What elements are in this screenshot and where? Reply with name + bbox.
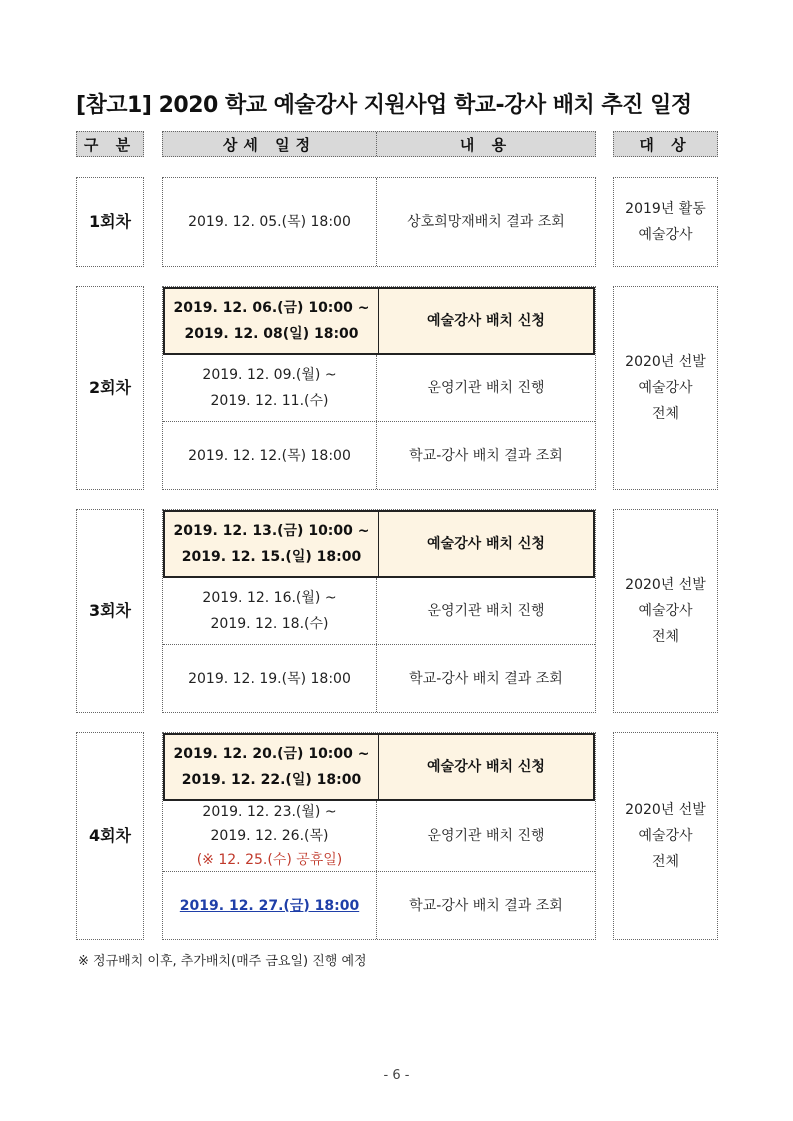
schedule-content: 학교-강사 배치 결과 조회 <box>409 670 563 687</box>
header-content: 내 용 <box>459 135 513 154</box>
round-4-label: 4회차 <box>76 732 144 940</box>
schedule-date <box>163 872 377 939</box>
schedule-date <box>165 289 379 353</box>
date-line: 2019. 12. 16.(월) ~ <box>202 590 337 606</box>
date-line: 2019. 12. 22.(일) 18:00 <box>181 772 362 788</box>
round-1-target <box>613 177 718 267</box>
schedule-content: 학교-강사 배치 결과 조회 <box>409 447 563 464</box>
date-line: 2019. 12. 09.(월) ~ <box>202 367 337 383</box>
schedule-content: 운영기관 배치 진행 <box>427 380 545 396</box>
table-row <box>163 872 595 939</box>
round-2-schedule <box>162 286 596 490</box>
date-line: 2019. 12. 13.(금) 10:00 ~ <box>173 523 370 539</box>
table-row-highlight <box>163 287 595 355</box>
table-row <box>163 178 595 266</box>
round-3-schedule <box>162 509 596 713</box>
target-line: 예술강사 <box>638 828 693 844</box>
date-line: 2019. 12. 12.(목) 18:00 <box>188 447 351 464</box>
schedule-content: 운영기관 배치 진행 <box>427 603 545 619</box>
round-3-label: 3회차 <box>76 509 144 713</box>
round-3-target <box>613 509 718 713</box>
schedule-content: 예술강사 배치 신청 <box>427 759 545 775</box>
schedule-content: 예술강사 배치 신청 <box>427 313 545 329</box>
date-line: 2019. 12. 05.(목) 18:00 <box>188 214 351 230</box>
date-line: 2019. 12. 20.(금) 10:00 ~ <box>173 746 370 762</box>
target-line: 2020년 선발 <box>625 802 706 818</box>
schedule-date <box>165 512 379 576</box>
header-target: 대 상 <box>613 131 718 157</box>
round-1-label: 1회차 <box>76 177 144 267</box>
table-row-highlight <box>163 510 595 578</box>
schedule-date <box>165 735 379 799</box>
target-line: 전체 <box>651 854 680 870</box>
schedule-date <box>163 801 377 871</box>
schedule-content: 예술강사 배치 신청 <box>427 536 545 552</box>
table-row <box>163 645 595 712</box>
schedule-content: 운영기관 배치 진행 <box>427 828 545 844</box>
date-line: 2019. 12. 11.(수) <box>210 393 329 409</box>
date-line: 2019. 12. 15.(일) 18:00 <box>181 549 362 565</box>
table-row <box>163 578 595 645</box>
target-line: 예술강사 <box>638 227 693 243</box>
footnote: ※ 정규배치 이후, 추가배치(매주 금요일) 진행 예정 <box>78 954 367 969</box>
header-schedule: 상세 일정 <box>163 132 377 156</box>
table-row <box>163 801 595 872</box>
date-line: 2019. 12. 08(일) 18:00 <box>184 326 359 342</box>
date-line: 2019. 12. 06.(금) 10:00 ~ <box>173 300 370 316</box>
schedule-date <box>163 422 377 489</box>
schedule-date <box>163 178 377 266</box>
target-line: 2020년 선발 <box>625 577 706 593</box>
target-line: 2020년 선발 <box>625 354 706 370</box>
round-4-schedule <box>162 732 596 940</box>
date-line: 2019. 12. 19.(목) 18:00 <box>188 670 351 687</box>
page-title: [참고1] 2020 학교 예술강사 지원사업 학교-강사 배치 추진 일정 <box>76 93 692 118</box>
schedule-content: 상호희망재배치 결과 조회 <box>407 214 565 230</box>
target-line: 전체 <box>651 406 680 422</box>
table-row <box>163 355 595 422</box>
header-schedule-content <box>162 131 596 157</box>
holiday-note: (※ 12. 25.(수) 공휴일) <box>196 852 343 868</box>
table-row-highlight <box>163 733 595 801</box>
target-line: 2019년 활동 <box>625 201 706 217</box>
schedule-date <box>163 578 377 644</box>
header-category: 구 분 <box>76 131 144 157</box>
date-line-link: 2019. 12. 27.(금) 18:00 <box>179 897 360 914</box>
target-line: 예술강사 <box>638 603 693 619</box>
round-2-label: 2회차 <box>76 286 144 490</box>
date-line: 2019. 12. 23.(월) ~ <box>202 804 337 820</box>
round-2-target <box>613 286 718 490</box>
date-line: 2019. 12. 18.(수) <box>210 616 329 632</box>
schedule-content: 학교-강사 배치 결과 조회 <box>409 897 563 914</box>
schedule-date <box>163 355 377 421</box>
table-row <box>163 422 595 489</box>
date-line: 2019. 12. 26.(목) <box>210 828 329 844</box>
target-line: 예술강사 <box>638 380 693 396</box>
schedule-date <box>163 645 377 712</box>
round-4-target <box>613 732 718 940</box>
target-line: 전체 <box>651 629 680 645</box>
page-number: - 6 - <box>383 1068 410 1083</box>
round-1-schedule <box>162 177 596 267</box>
